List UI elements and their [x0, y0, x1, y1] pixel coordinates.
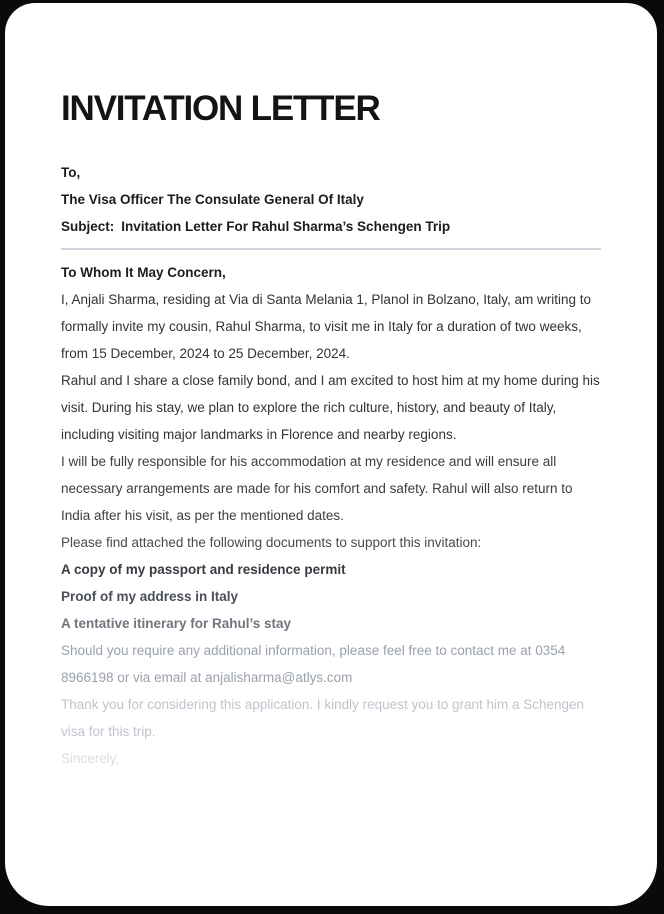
subject-line	[61, 213, 601, 240]
divider	[61, 248, 601, 250]
body-paragraph: I will be fully responsible for his accommodation at my residence and will ensure all necessary arrangements are made for his comfort and safety. Rahul will also return to India after his visit, as per the mentioned dates.	[61, 454, 573, 523]
salutation: To,	[61, 165, 81, 180]
body-paragraph: Rahul and I share a close family bond, and I am excited to host him at my home during his visit. During his stay, we plan to explore the rich culture, history, and beauty of Italy, including visiting major landmarks in Florence and nearby regions.	[61, 373, 600, 442]
thank-you-note: Thank you for considering this application. I kindly request you to grant him a Schengen visa for this trip.	[61, 697, 585, 739]
contact-info: Should you require any additional information, please feel free to contact me at 0354 8966198 or via email at anjalisharma@atlys.com	[61, 643, 566, 685]
letter-body	[61, 259, 601, 772]
document-page	[5, 3, 657, 906]
addressee: The Visa Officer The Consulate General Of Italy	[61, 192, 364, 207]
greeting: To Whom It May Concern,	[61, 265, 226, 280]
attachments-intro: Please find attached the following documents to support this invitation:	[61, 535, 482, 550]
closing-salutation: Sincerely,	[61, 751, 120, 766]
attachment-item: Proof of my address in Italy	[61, 589, 239, 604]
attachment-item: A tentative itinerary for Rahul’s stay	[61, 616, 292, 631]
recipient-block	[61, 159, 601, 240]
body-paragraph: I, Anjali Sharma, residing at Via di Santa Melania 1, Planol in Bolzano, Italy, am writing to formally invite my cousin, Rahul Sharma, to visit me in Italy for a duration of two weeks, from 15 December, 2024 to 25 December, 2024.	[61, 292, 592, 361]
attachment-item: A copy of my passport and residence permit	[61, 562, 346, 577]
subject-label: Subject:	[61, 219, 115, 234]
subject-text: Invitation Letter For Rahul Sharma’s Schengen Trip	[121, 219, 451, 234]
letter-title: INVITATION LETTER	[61, 89, 380, 128]
